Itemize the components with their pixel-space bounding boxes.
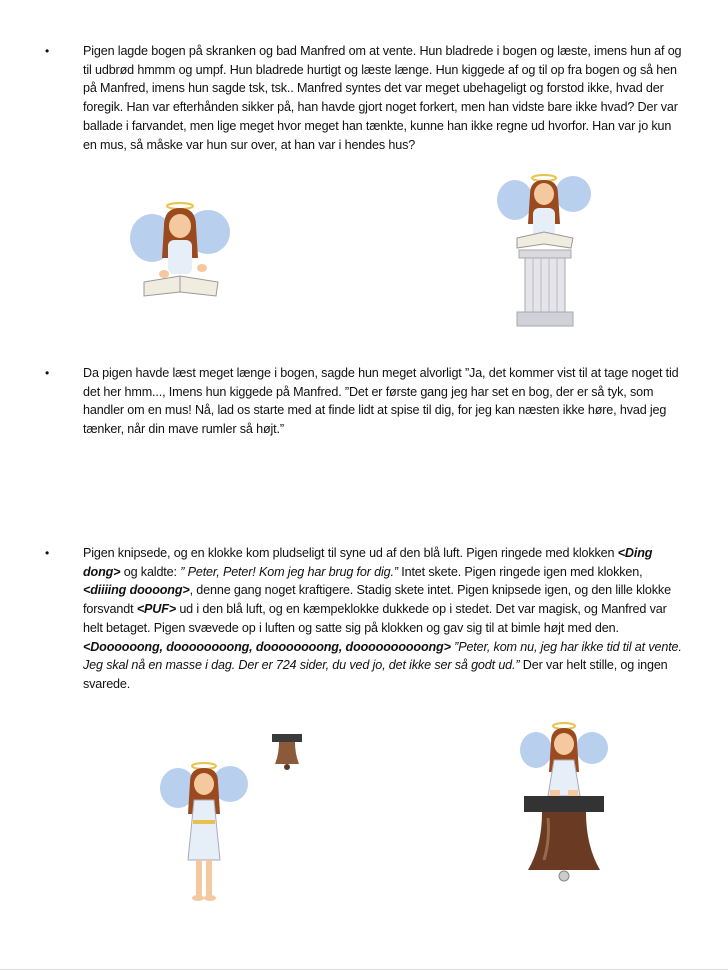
sound-effect: <Doooooong, doooooooong, doooooooong, doooooooooong> [83,639,451,654]
angel-on-pedestal-icon [497,172,591,328]
quote: ”Peter, kom nu, jeg har ikke tid til at vente. Jeg skal nå en masse i dag. Der er 724 sider, du ved jo, det ikke ser så godt ud.” [83,639,682,673]
sound-effect: <diiiing doooong> [83,583,190,598]
text-span: Pigen knipsede, og en klokke kom pludseligt til syne ud af den blå luft. Pigen ringede med klokken [83,546,618,560]
angel-on-bell-icon [520,720,608,886]
paragraph-3-text [83,544,683,694]
sound-effect: <Ding dong> [83,546,653,579]
small-bell-icon [270,732,304,772]
text-span: , denne gang noget kraftigere. Stadig skete intet. Pigen knipsede igen, og den lille klokke forsvandt [83,583,671,617]
bullet-marker: • [45,546,50,560]
angel-reading-book-icon [130,196,230,304]
paragraph-1-text: Pigen lagde bogen på skranken og bad Manfred om at vente. Hun bladrede i bogen og læste, imens hun af og til udbrød hmmm og umpf. Hun bladrede hurtigt og læste længe. Hun kiggede af og til op fra bogen og så hen på Manfred, imens hun sagde tsk, tsk.. Manfred syntes det var meget ubehageligt og forstod ikke, hvad der foregik. Han var efterhånden sikker på, han havde gjort noget forkert, men han vidste bare ikke hvad? Der var ballade i farvandet, men lige meget hvor meget han tænkte, kunne han ikke regne ud hvorfor. Han var jo kun en mus, så måske var hun sur over, at han var i hendes hus? [83,44,682,152]
angel-standing-icon [160,760,248,904]
text-span: Intet skete. Pigen ringede igen med klokken, [397,564,643,579]
text-span: Der var helt stille, og ingen svarede. [83,658,668,691]
text-span: ud i den blå luft, og en kæmpeklokke dukkede op i stedet. Det var magisk, og Manfred var helt betaget. Pigen svævede op i luften og satte sig på klokken og gav sig til at bimle højt med den. [83,602,667,635]
quote: ” Peter, Peter! Kom jeg har brug for dig.” [180,564,398,579]
paragraph-2-text: Da pigen havde læst meget længe i bogen, sagde hun meget alvorligt ”Ja, det kommer vist til at tage noget tid det her hmm..., Imens hun kiggede på Manfred. ”Det er første gang jeg har set en bog, der er så tyk, som handler om en mus! Nå, lad os starte med at finde lidt at spise til dig, for jeg kan næsten ikke høre, hvad jeg tænker, når din mave rumler så højt.” [83,366,679,437]
text-span: og kaldte: [120,564,181,579]
bullet-marker: • [45,366,50,380]
bullet-marker: • [45,44,50,58]
sound-effect: <PUF> [136,602,176,617]
